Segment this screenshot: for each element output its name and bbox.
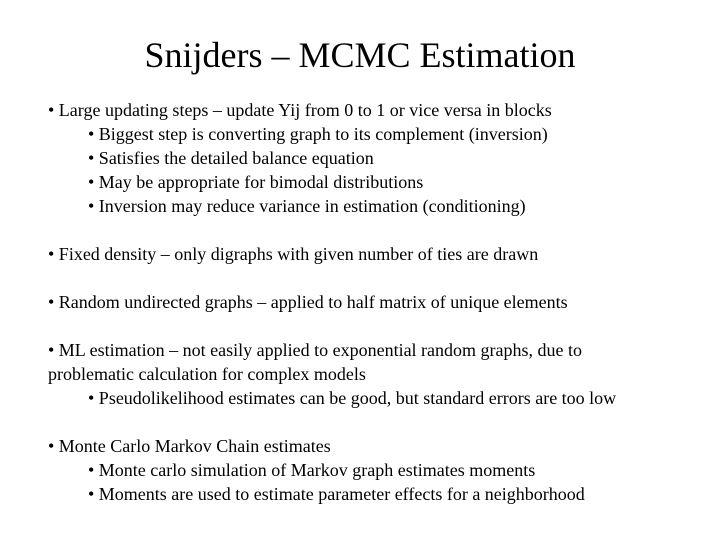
spacer <box>48 218 708 242</box>
bullet-group <box>48 338 708 410</box>
bullet-line: • Random undirected graphs – applied to half matrix of unique elements <box>48 292 568 312</box>
spacer <box>48 314 708 338</box>
bullet-line: • Large updating steps – update Yij from 0 to 1 or vice versa in blocks <box>48 100 552 120</box>
bullet-group <box>48 290 708 314</box>
bullet-line: • Fixed density – only digraphs with given number of ties are drawn <box>48 244 539 264</box>
spacer <box>48 266 708 290</box>
slide-title: Snijders – MCMC Estimation <box>144 35 576 75</box>
sub-bullet: • Pseudolikelihood estimates can be good, but standard errors are too low <box>88 388 617 408</box>
slide-body <box>48 98 708 506</box>
bullet-line: • Monte Carlo Markov Chain estimates <box>48 436 331 456</box>
sub-bullet: • May be appropriate for bimodal distributions <box>88 172 424 192</box>
bullet-line-continued: problematic calculation for complex models <box>48 364 366 384</box>
bullet-group <box>48 98 708 218</box>
bullet-group <box>48 434 708 506</box>
sub-bullet: • Inversion may reduce variance in estimation (conditioning) <box>88 196 526 216</box>
bullet-line: • ML estimation – not easily applied to exponential random graphs, due to <box>48 340 583 360</box>
sub-bullet: • Monte carlo simulation of Markov graph estimates moments <box>88 460 536 480</box>
spacer <box>48 410 708 434</box>
sub-bullet: • Satisfies the detailed balance equation <box>88 148 374 168</box>
sub-bullet: • Moments are used to estimate parameter effects for a neighborhood <box>88 484 585 504</box>
sub-bullet: • Biggest step is converting graph to its complement (inversion) <box>88 124 548 144</box>
bullet-group <box>48 242 708 266</box>
